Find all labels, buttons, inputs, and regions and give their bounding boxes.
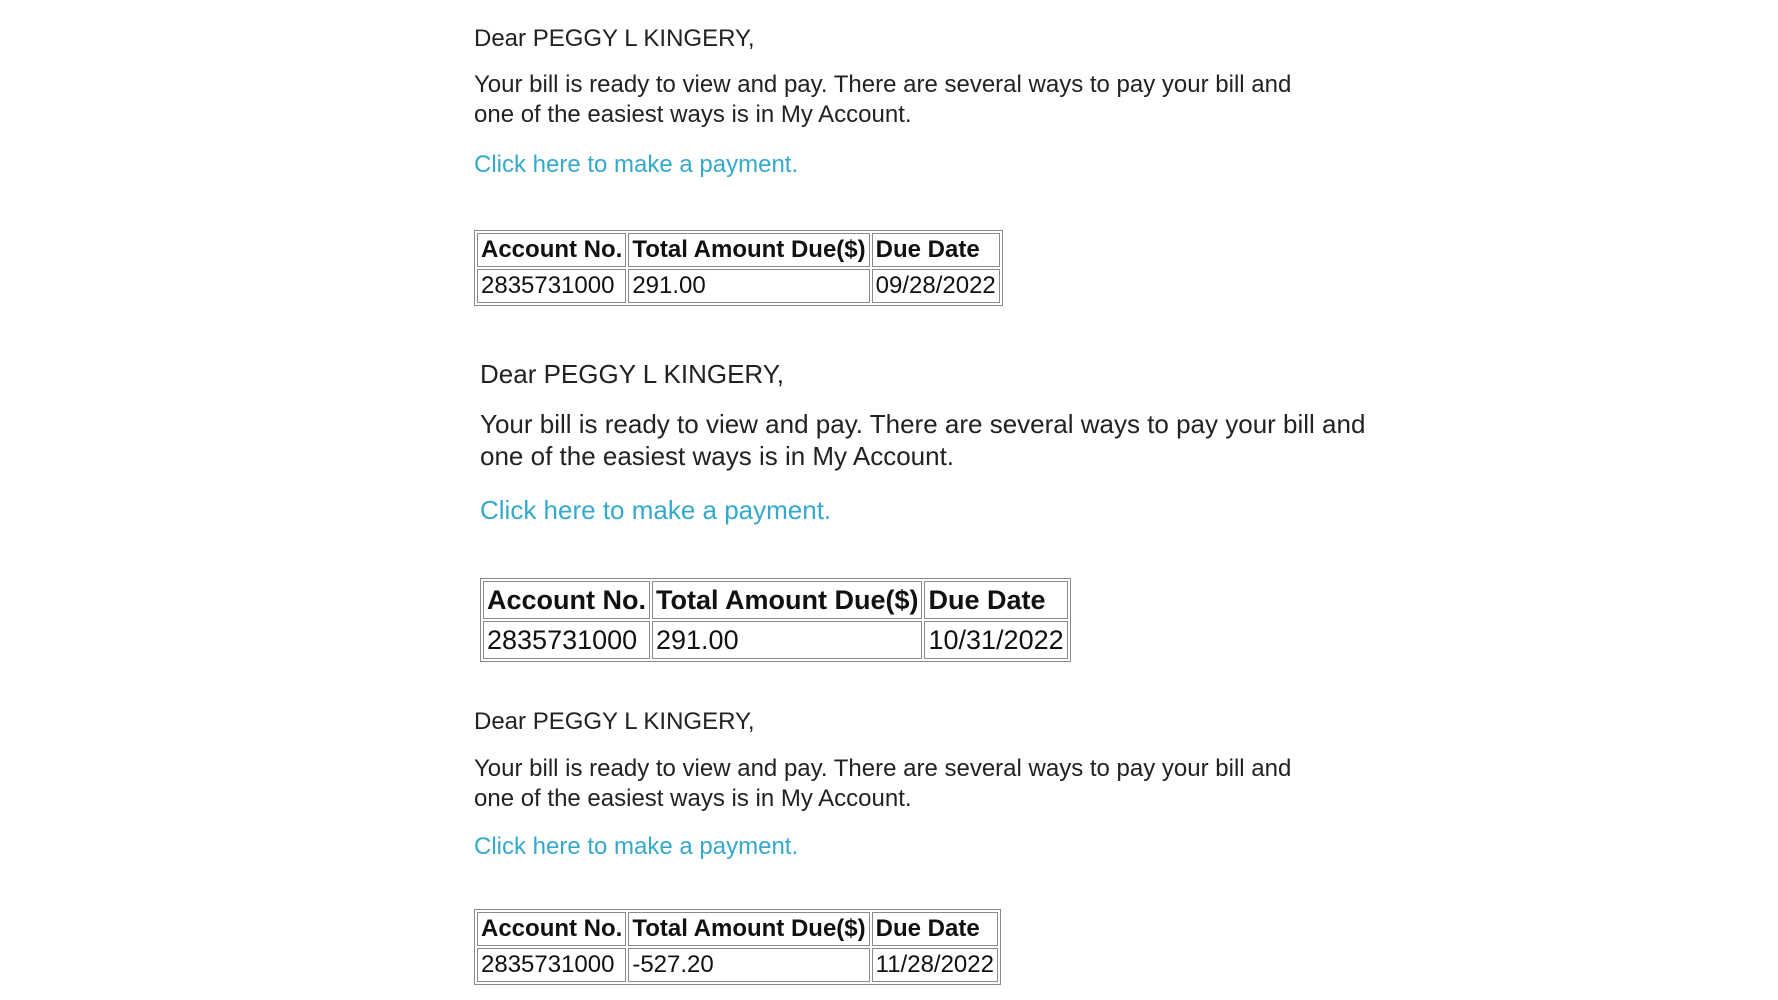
account-number-cell: 2835731000 [477, 269, 626, 303]
due-date-header: Due Date [924, 581, 1067, 619]
table-row [477, 269, 1000, 303]
greeting: Dear PEGGY L KINGERY, [480, 359, 784, 389]
bill-message: Your bill is ready to view and pay. There are several ways to pay your bill and one of the easiest ways is in My Account. [474, 71, 1292, 128]
account-number-cell: 2835731000 [477, 948, 626, 982]
bill-message: Your bill is ready to view and pay. There are several ways to pay your bill and one of the easiest ways is in My Account. [474, 755, 1292, 812]
account-number-header: Account No. [477, 912, 626, 946]
table-header-row [483, 581, 1068, 619]
table-row [477, 948, 998, 982]
account-number-cell: 2835731000 [483, 621, 650, 659]
due-date-cell: 11/28/2022 [872, 948, 998, 982]
bill-message: Your bill is ready to view and pay. There are several ways to pay your bill and one of the easiest ways is in My Account. [480, 409, 1366, 471]
total-amount-due-header: Total Amount Due($) [628, 233, 869, 267]
total-amount-due-header: Total Amount Due($) [628, 912, 869, 946]
total-amount-due-cell: -527.20 [628, 948, 869, 982]
make-payment-link[interactable]: Click here to make a payment. [480, 495, 832, 525]
bill-summary-table [474, 230, 1003, 306]
bill-summary-table [474, 909, 1001, 985]
total-amount-due-cell: 291.00 [652, 621, 922, 659]
due-date-cell: 10/31/2022 [924, 621, 1067, 659]
make-payment-link[interactable]: Click here to make a payment. [474, 151, 799, 178]
bill-email-1 [474, 22, 1374, 312]
table-header-row [477, 233, 1000, 267]
bill-summary-table [480, 578, 1071, 662]
bill-email-3 [474, 705, 1374, 995]
total-amount-due-cell: 291.00 [628, 269, 869, 303]
table-header-row [477, 912, 998, 946]
make-payment-link[interactable]: Click here to make a payment. [474, 833, 799, 860]
greeting: Dear PEGGY L KINGERY, [474, 25, 755, 52]
due-date-cell: 09/28/2022 [872, 269, 1000, 303]
account-number-header: Account No. [477, 233, 626, 267]
account-number-header: Account No. [483, 581, 650, 619]
due-date-header: Due Date [872, 233, 1000, 267]
total-amount-due-header: Total Amount Due($) [652, 581, 922, 619]
bill-email-2 [480, 356, 1440, 666]
table-row [483, 621, 1068, 659]
greeting: Dear PEGGY L KINGERY, [474, 708, 755, 735]
due-date-header: Due Date [872, 912, 998, 946]
